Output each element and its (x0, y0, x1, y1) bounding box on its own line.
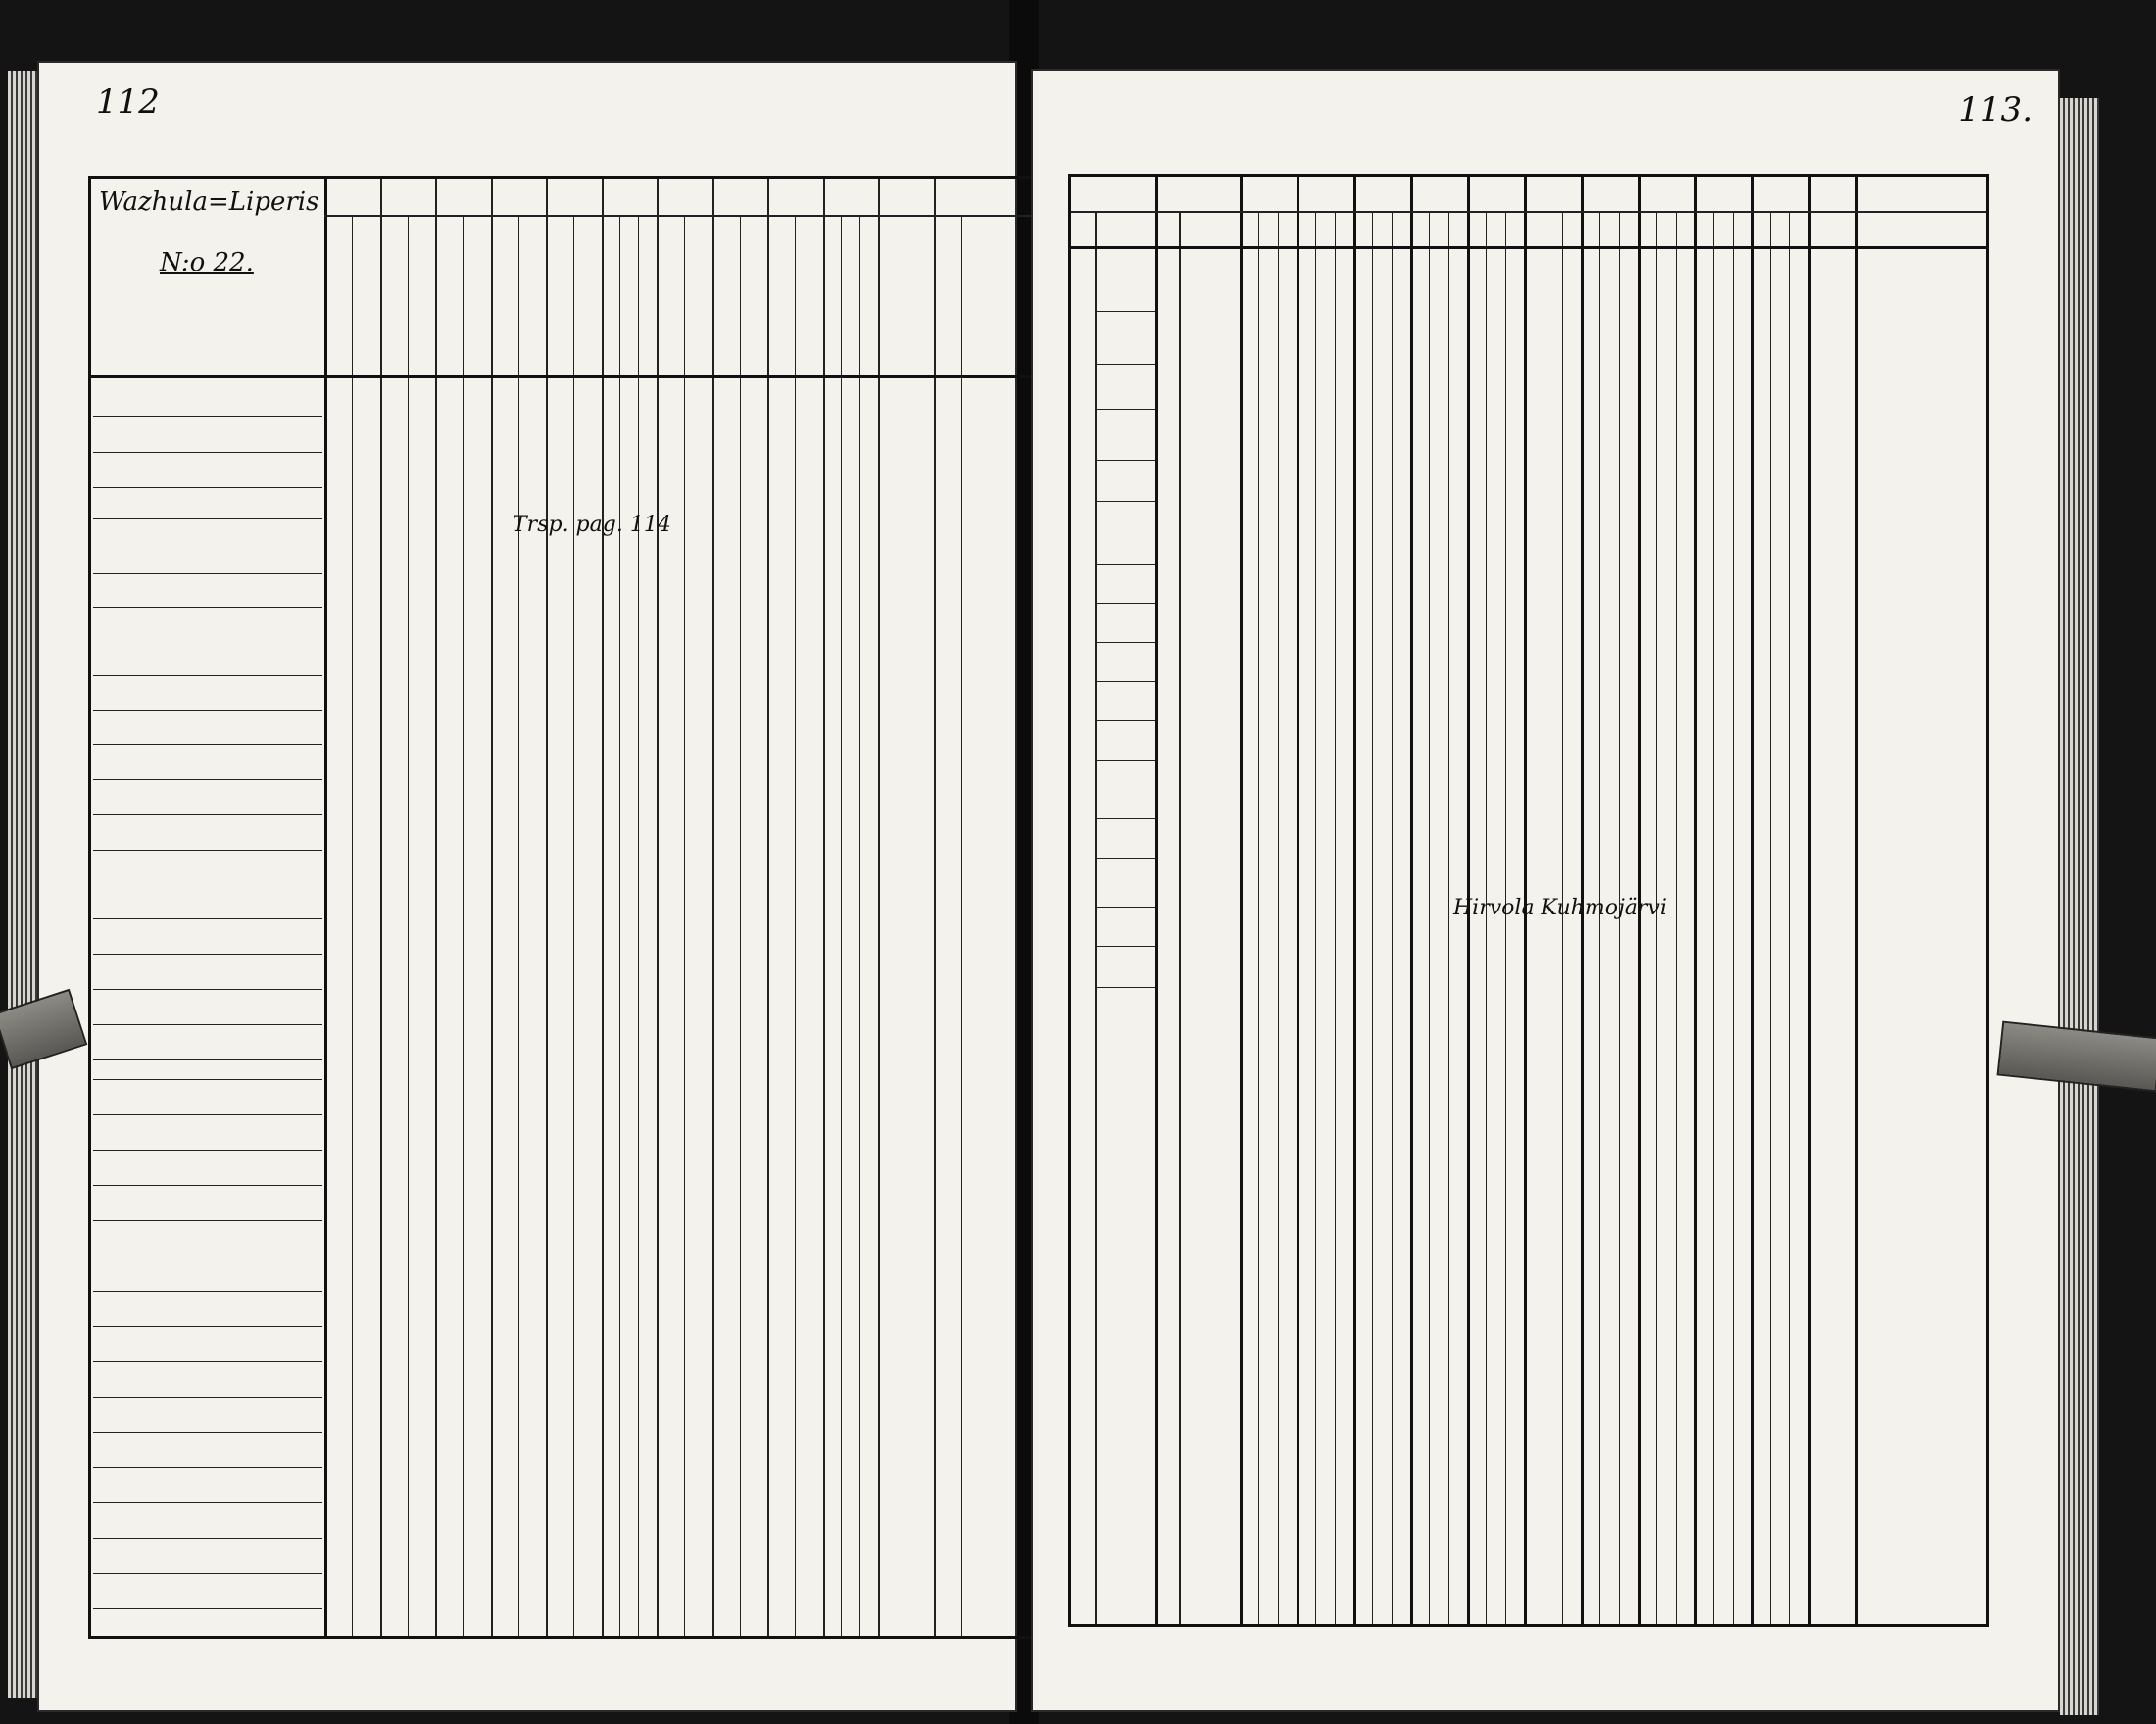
name-underline (93, 814, 322, 815)
column-header (602, 183, 658, 219)
name-underline (93, 573, 322, 574)
name-underline (93, 1024, 322, 1025)
column-divider (767, 179, 769, 1636)
year-sub-divider (1770, 211, 1771, 1624)
page-edges-left (8, 71, 37, 1698)
blank-name-line (93, 1326, 322, 1327)
name-underline (93, 1059, 322, 1060)
person-name (97, 388, 324, 410)
household-number: N:o 22. (160, 248, 254, 277)
year-sub-divider (1392, 211, 1393, 1624)
year-sub-divider (1448, 211, 1449, 1624)
column-header (491, 183, 547, 219)
sub-divider (740, 215, 741, 1636)
anno-underline (1095, 720, 1155, 721)
column-divider (380, 179, 382, 1636)
year-sub-divider (1713, 211, 1714, 1624)
register-table (1068, 174, 1989, 1627)
person-name (97, 682, 324, 704)
column-header (546, 183, 602, 219)
person-name (97, 579, 324, 601)
person-name (97, 787, 324, 809)
year-header (1467, 179, 1524, 213)
name-underline (93, 607, 322, 608)
blank-name-line (93, 1291, 322, 1292)
name-underline (93, 518, 322, 519)
person-name (97, 961, 324, 983)
year-header (1410, 179, 1467, 213)
anno-underline (1095, 642, 1155, 643)
column-divider (602, 179, 604, 1636)
person-name (97, 891, 324, 912)
column-header (712, 183, 768, 219)
name-underline (93, 918, 322, 919)
year-header (1638, 179, 1694, 213)
year-sub-divider (1335, 211, 1336, 1624)
year-header (1581, 179, 1638, 213)
anno-underline (1095, 907, 1155, 908)
column-header (878, 183, 934, 219)
anno-underline (1095, 681, 1155, 682)
header-bottom-rule (1071, 246, 1986, 249)
column-header (324, 183, 380, 219)
blank-name-line (93, 1185, 322, 1186)
sub-divider (961, 215, 962, 1636)
page-number-left: 112 (96, 82, 160, 122)
sub-divider (841, 215, 842, 1636)
person-name (97, 997, 324, 1018)
sub-divider (795, 215, 796, 1636)
name-underline (93, 779, 322, 780)
anno-underline (1095, 501, 1155, 502)
blank-name-line (93, 1220, 322, 1221)
column-header (435, 183, 491, 219)
anno-underline (1095, 818, 1155, 819)
name-underline (93, 989, 322, 990)
blank-name-line (93, 1467, 322, 1468)
year-divider (1751, 177, 1754, 1624)
name-underline (93, 710, 322, 711)
blank-name-line (93, 1502, 322, 1503)
blank-name-line (93, 1573, 322, 1574)
year-divider (1410, 177, 1413, 1624)
anno-underline (1095, 858, 1155, 859)
column-divider (934, 179, 936, 1636)
year-sub-divider (1258, 211, 1259, 1624)
name-underline (93, 452, 322, 453)
name-underline (93, 954, 322, 955)
header-rule (1071, 211, 1986, 213)
year-header (1694, 179, 1751, 213)
page-edges-right (2060, 98, 2099, 1715)
column-divider (823, 179, 825, 1636)
year-header (1297, 179, 1353, 213)
tail-divider (1808, 177, 1811, 1624)
person-name (97, 752, 324, 773)
anno-underline (1095, 460, 1155, 461)
column-header (657, 183, 712, 219)
year-divider (1353, 177, 1356, 1624)
year-sub-divider (1278, 211, 1279, 1624)
name-underline (93, 487, 322, 488)
name-underline (93, 416, 322, 417)
name-underline (93, 675, 322, 676)
blank-name-line (93, 1150, 322, 1151)
year-sub-divider (1315, 211, 1316, 1624)
date-group-header (1071, 179, 1155, 213)
header-bottom-rule (91, 375, 1046, 378)
right-page (1031, 69, 2060, 1712)
blank-name-line (93, 1397, 322, 1398)
anno-underline (1095, 603, 1155, 604)
year-sub-divider (1676, 211, 1677, 1624)
sub-divider (638, 215, 639, 1636)
person-name (97, 546, 324, 567)
group-divider (1155, 177, 1158, 1624)
name-column-divider (324, 179, 327, 1636)
column-header (767, 183, 823, 219)
moved-annotation: Hirvola Kuhmojärvi (1453, 896, 1667, 920)
anno-underline (1095, 364, 1155, 365)
blank-name-line (93, 1432, 322, 1433)
day-divider (1095, 211, 1097, 1624)
parish-name: Wazhula=Liperis (99, 187, 319, 217)
blank-name-line (93, 1608, 322, 1609)
person-name (97, 648, 324, 669)
header-rule (324, 215, 1046, 217)
sub-divider (408, 215, 409, 1636)
blank-name-line (93, 1079, 322, 1080)
column-header (934, 183, 990, 219)
person-name (97, 460, 324, 481)
year-divider (1297, 177, 1299, 1624)
blank-name-line (93, 1361, 322, 1362)
column-divider (878, 179, 880, 1636)
sub-divider (573, 215, 574, 1636)
anno-underline (1095, 409, 1155, 410)
day-divider (1179, 211, 1181, 1624)
name-underline (93, 744, 322, 745)
sub-divider (684, 215, 685, 1636)
person-name (97, 424, 324, 446)
sub-divider (463, 215, 464, 1636)
anno-underline (1095, 564, 1155, 565)
tail-divider (1855, 177, 1858, 1624)
sub-divider (619, 215, 620, 1636)
year-sub-divider (1733, 211, 1734, 1624)
column-divider (491, 179, 493, 1636)
year-divider (1694, 177, 1697, 1624)
year-header (1751, 179, 1808, 213)
anno-underline (1095, 946, 1155, 947)
column-header (823, 183, 879, 219)
column-divider (657, 179, 659, 1636)
sub-divider (859, 215, 860, 1636)
person-name (97, 926, 324, 948)
column-divider (435, 179, 437, 1636)
year-sub-divider (1789, 211, 1790, 1624)
person-name (97, 1032, 324, 1054)
catechetical-table (88, 176, 1049, 1639)
anno-underline (1095, 760, 1155, 761)
column-header (380, 183, 436, 219)
transfer-note: Trsp. pag. 114 (513, 513, 671, 537)
year-sub-divider (1429, 211, 1430, 1624)
year-header (1240, 179, 1297, 213)
name-underline (93, 850, 322, 851)
person-name (97, 822, 324, 844)
year-sub-divider (1372, 211, 1373, 1624)
group-divider (1240, 177, 1243, 1624)
date-group-header (1155, 179, 1240, 213)
anno-underline (1095, 311, 1155, 312)
person-name (97, 716, 324, 738)
year-header (1524, 179, 1581, 213)
anno-underline (1095, 987, 1155, 988)
column-divider (712, 179, 714, 1636)
blank-name-line (93, 1538, 322, 1539)
sub-divider (352, 215, 353, 1636)
blank-name-line (93, 1114, 322, 1115)
left-page (37, 61, 1017, 1712)
sub-divider (518, 215, 519, 1636)
person-name (97, 491, 324, 513)
column-divider (546, 179, 548, 1636)
year-header (1353, 179, 1410, 213)
page-number-right: 113. (1958, 90, 2033, 129)
